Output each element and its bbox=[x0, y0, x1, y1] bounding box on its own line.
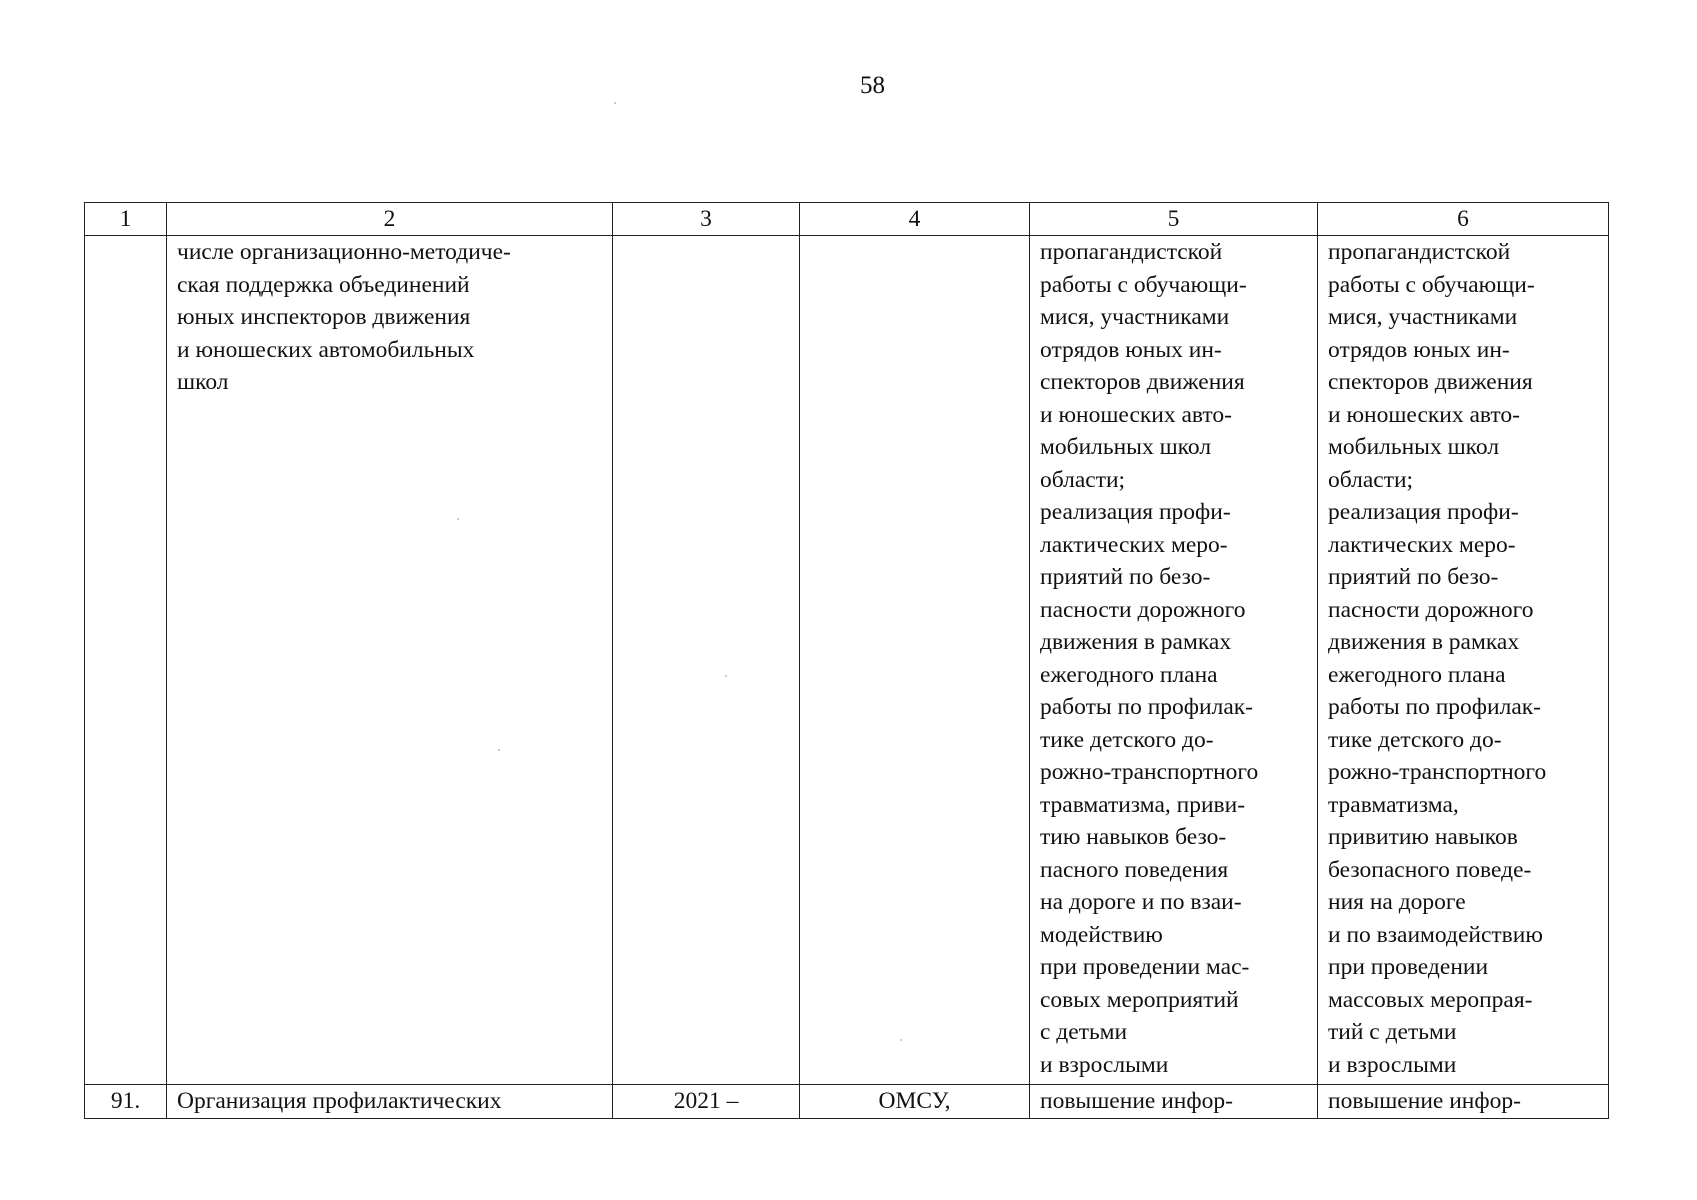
scan-speck bbox=[900, 1039, 902, 1041]
cell-text-line: школ bbox=[177, 369, 229, 395]
cell-text-line: области; bbox=[1328, 466, 1414, 493]
cell-text-line: работы по профилак- bbox=[1040, 694, 1253, 720]
cell-number: 91. bbox=[85, 1085, 167, 1119]
table-row-91 bbox=[85, 1085, 1609, 1119]
cell-text-line: отрядов юных ин- bbox=[1040, 336, 1222, 363]
cell-text-line: на дороге и по взаи- bbox=[1040, 889, 1242, 915]
cell-text-line: тике детского до- bbox=[1328, 726, 1502, 753]
cell-text-line: совых мероприятий bbox=[1040, 986, 1239, 1013]
cell-text-line: ская поддержка объединений bbox=[177, 271, 470, 298]
cell-text-line: и взрослыми bbox=[1328, 1051, 1457, 1078]
cell-text-line: движения в рамках bbox=[1328, 629, 1520, 655]
cell-number bbox=[85, 236, 167, 1085]
cell-text-line: лактических меро- bbox=[1040, 531, 1228, 558]
cell-text-line: и юношеских авто- bbox=[1040, 401, 1232, 428]
cell-text-line: безопасного поведе- bbox=[1328, 856, 1532, 883]
cell-text-line: работы с обучающи- bbox=[1328, 271, 1535, 298]
cell-text-line: ежегодного плана bbox=[1040, 661, 1218, 688]
cell-text-line: при проведении мас- bbox=[1040, 954, 1250, 980]
cell-text-line: ежегодного плана bbox=[1328, 661, 1506, 688]
cell-text-line: отрядов юных ин- bbox=[1328, 336, 1510, 363]
header-col-3: 3 bbox=[613, 203, 800, 236]
scan-speck bbox=[457, 518, 459, 520]
cell-text-line: мися, участниками bbox=[1328, 304, 1518, 330]
cell-text-line: и взрослыми bbox=[1040, 1051, 1169, 1078]
cell-text-line: привитию навыков bbox=[1328, 824, 1518, 850]
cell-text-line: при проведении bbox=[1328, 954, 1489, 980]
cell-expected-result bbox=[1318, 236, 1609, 1085]
cell-text-line: пасного поведения bbox=[1040, 856, 1229, 883]
header-col-2: 2 bbox=[167, 203, 613, 236]
cell-text-line: мобильных школ bbox=[1040, 434, 1212, 460]
cell-text-line: спекторов движения bbox=[1328, 369, 1533, 395]
header-col-6: 6 bbox=[1318, 203, 1609, 236]
cell-result: повышение инфор- bbox=[1030, 1085, 1318, 1119]
cell-text-line: работы с обучающи- bbox=[1040, 271, 1247, 298]
header-col-4: 4 bbox=[800, 203, 1030, 236]
cell-text-line: пропагандистской bbox=[1040, 239, 1223, 265]
header-row bbox=[85, 203, 1609, 236]
cell-text-line: спекторов движения bbox=[1040, 369, 1245, 395]
cell-text-line: тий с детьми bbox=[1328, 1019, 1457, 1045]
cell-text-line: реализация профи- bbox=[1040, 499, 1231, 525]
cell-text-line: рожно-транспортного bbox=[1040, 759, 1259, 785]
cell-text-line: приятий по безо- bbox=[1328, 564, 1499, 590]
scan-speck bbox=[725, 675, 727, 677]
cell-text-line: рожно-транспортного bbox=[1328, 759, 1547, 785]
cell-executors: ОМСУ, bbox=[800, 1085, 1030, 1119]
cell-text-line: юных инспекторов движения bbox=[177, 304, 471, 330]
cell-text-line: лактических меро- bbox=[1328, 531, 1516, 558]
cell-result bbox=[1030, 236, 1318, 1085]
cell-text-line: травматизма, приви- bbox=[1040, 791, 1246, 818]
cell-text-line: числе организационно-методиче- bbox=[177, 239, 511, 265]
cell-text-line: ния на дороге bbox=[1328, 889, 1466, 915]
cell-text-line: мобильных школ bbox=[1328, 434, 1500, 460]
cell-text-line: и юношеских авто- bbox=[1328, 401, 1520, 428]
cell-measure-name bbox=[167, 236, 613, 1085]
cell-text-line: модействию bbox=[1040, 921, 1163, 948]
scan-speck bbox=[498, 749, 500, 751]
scan-speck bbox=[614, 102, 616, 104]
cell-text-line: реализация профи- bbox=[1328, 499, 1519, 525]
cell-period bbox=[613, 236, 800, 1085]
cell-text-line: пасности дорожного bbox=[1328, 596, 1534, 623]
cell-measure-name: Организация профилактических bbox=[167, 1085, 613, 1119]
table-row-continuation bbox=[85, 236, 1609, 1085]
header-col-5: 5 bbox=[1030, 203, 1318, 236]
cell-text-line: движения в рамках bbox=[1040, 629, 1232, 655]
page-number: 58 bbox=[860, 72, 885, 99]
cell-executors bbox=[800, 236, 1030, 1085]
cell-text-line: травматизма, bbox=[1328, 791, 1459, 818]
cell-text-line: работы по профилак- bbox=[1328, 694, 1541, 720]
cell-text-line: мися, участниками bbox=[1040, 304, 1230, 330]
cell-text-line: пасности дорожного bbox=[1040, 596, 1246, 623]
measures-table bbox=[84, 202, 1609, 1119]
cell-text-line: области; bbox=[1040, 466, 1126, 493]
cell-text-line: приятий по безо- bbox=[1040, 564, 1211, 590]
header-col-1: 1 bbox=[85, 203, 167, 236]
cell-period: 2021 – bbox=[613, 1085, 800, 1119]
cell-text-line: тию навыков безо- bbox=[1040, 824, 1227, 850]
cell-text-line: пропагандистской bbox=[1328, 239, 1511, 265]
cell-text-line: и по взаимодействию bbox=[1328, 921, 1543, 948]
cell-text-line: с детьми bbox=[1040, 1019, 1128, 1045]
cell-text-line: тике детского до- bbox=[1040, 726, 1214, 753]
cell-expected-result: повышение инфор- bbox=[1318, 1085, 1609, 1119]
cell-text-line: массовых меропрая- bbox=[1328, 986, 1533, 1013]
cell-text-line: и юношеских автомобильных bbox=[177, 336, 475, 363]
